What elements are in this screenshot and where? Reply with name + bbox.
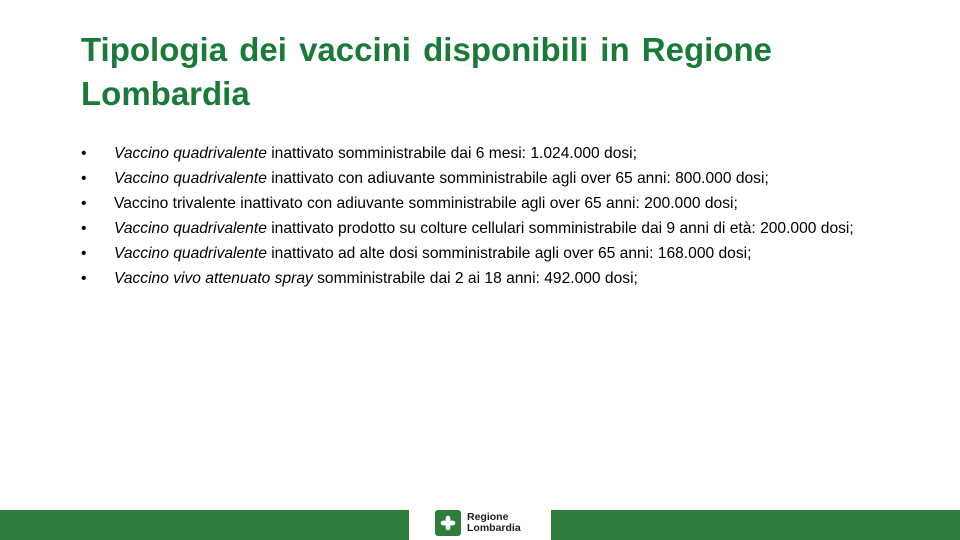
bullet-icon: •	[81, 245, 87, 262]
bullet-text: somministrabile dai 2 ai 18 anni: 492.000 dosi;	[312, 270, 638, 287]
bullet-italic-text: Vaccino quadrivalente	[114, 145, 267, 162]
list-item	[81, 268, 901, 289]
list-item	[81, 243, 901, 264]
bullet-text: inattivato prodotto su colture cellulari somministrabile dai 9 anni di età: 200.000 dosi;	[266, 220, 854, 237]
bullet-icon: •	[81, 270, 87, 287]
footer-bar-left	[0, 510, 409, 540]
list-item	[81, 193, 901, 214]
logo-text	[467, 512, 521, 534]
list-item	[81, 218, 901, 239]
vaccine-bullet-list	[81, 143, 901, 293]
bullet-italic-text: Vaccino vivo attenuato spray	[114, 270, 313, 287]
bullet-icon: •	[81, 195, 87, 212]
bullet-text: inattivato somministrabile dai 6 mesi: 1.024.000 dosi;	[266, 145, 637, 162]
bullet-italic-text: Vaccino quadrivalente	[114, 245, 267, 262]
bullet-icon: •	[81, 145, 87, 162]
footer-bar-right	[551, 510, 960, 540]
regione-lombardia-logo	[435, 509, 521, 537]
bullet-icon: •	[81, 170, 87, 187]
bullet-text: inattivato con adiuvante somministrabile agli over 65 anni: 800.000 dosi;	[266, 170, 769, 187]
lombardia-rose-icon	[435, 510, 461, 536]
bullet-italic-text: Vaccino quadrivalente	[114, 170, 267, 187]
logo-line-lombardia: Lombardia	[467, 522, 521, 534]
list-item	[81, 143, 901, 164]
list-item	[81, 168, 901, 189]
logo-line-regione: Regione	[467, 511, 509, 523]
bullet-italic-text: Vaccino quadrivalente	[114, 220, 267, 237]
bullet-text: inattivato ad alte dosi somministrabile agli over 65 anni: 168.000 dosi;	[266, 245, 752, 262]
bullet-icon: •	[81, 220, 87, 237]
bullet-text: Vaccino trivalente inattivato con adiuvante somministrabile agli over 65 anni: 200.000 dosi;	[114, 195, 738, 212]
slide-title: Tipologia dei vaccini disponibili in Regione Lombardia	[81, 31, 772, 112]
